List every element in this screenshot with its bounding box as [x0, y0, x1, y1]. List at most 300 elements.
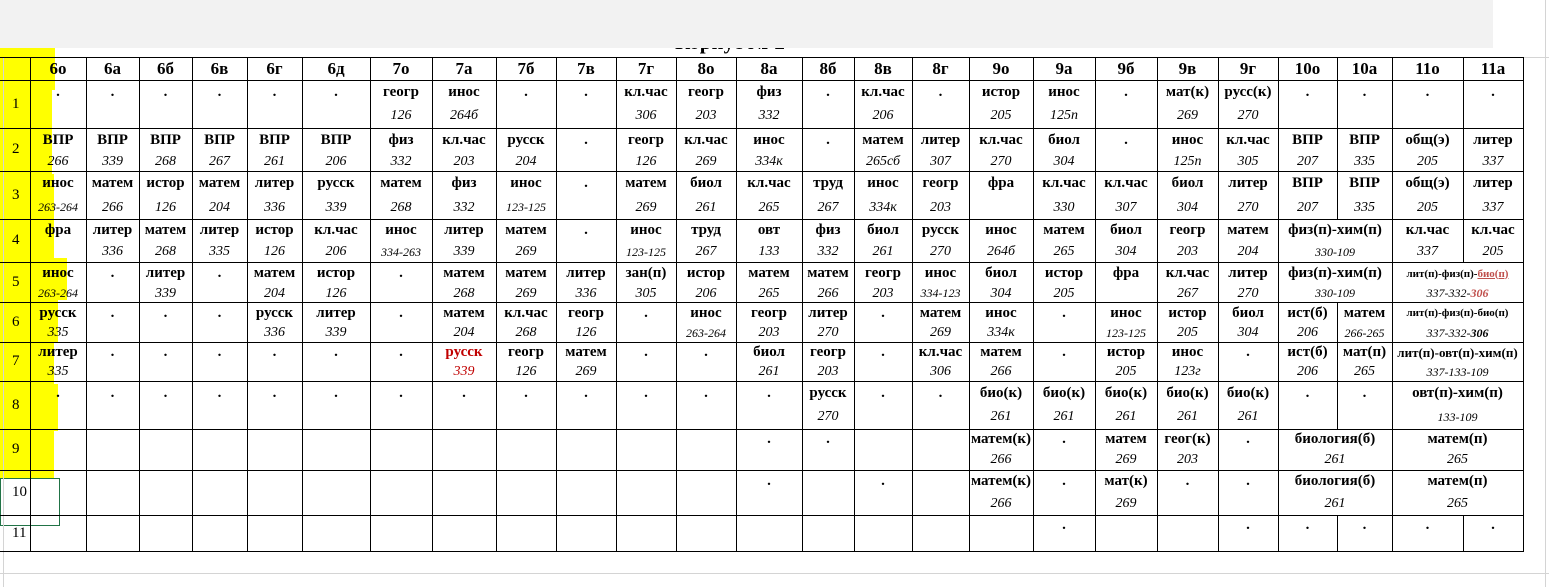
room-cell: 203	[758, 325, 780, 340]
room-cell	[302, 450, 370, 470]
room-cell: 265	[1354, 364, 1375, 379]
room-cell: 204	[1237, 244, 1259, 259]
subject-cell: .	[881, 304, 885, 321]
border	[556, 57, 557, 551]
subject-cell: истор	[316, 265, 356, 281]
subject-cell: .	[881, 473, 885, 489]
subject-cell: .	[217, 304, 222, 321]
lesson-number: 5	[12, 273, 20, 290]
room-cell: 206	[1297, 325, 1318, 340]
subject-cell: ВПР	[42, 131, 74, 148]
subject-cell: .	[584, 131, 588, 148]
room-cell: 205	[1053, 285, 1075, 301]
room-cell: 268	[453, 285, 475, 301]
subject-cell: .	[1246, 344, 1250, 360]
subject-cell: литер	[199, 222, 240, 238]
subject-cell: .	[399, 384, 403, 401]
room-cell: 205	[1115, 364, 1137, 379]
subject-cell	[496, 429, 556, 450]
border	[616, 57, 617, 551]
room-cell	[736, 493, 802, 515]
subject-cell: матем	[625, 175, 667, 191]
subject-cell	[496, 515, 556, 535]
subject-cell: инос	[690, 304, 722, 321]
room-cell: 306	[635, 108, 657, 123]
room-cell	[1095, 285, 1157, 302]
room-cell: 270	[1237, 108, 1259, 123]
subject-cell: .	[399, 344, 403, 360]
subject-cell: .	[1185, 473, 1190, 489]
subject-cell: инос	[42, 175, 74, 191]
room-cell: 339	[325, 325, 347, 340]
subject-cell: кл.час	[684, 131, 728, 148]
room-cell	[139, 405, 192, 429]
room-cell	[432, 535, 496, 551]
subject-cell: .	[1062, 344, 1066, 360]
subject-cell: литер	[38, 344, 78, 360]
room-cell	[302, 363, 370, 381]
room-cell: 269	[575, 364, 597, 379]
subject-cell: геогр	[568, 304, 604, 321]
subject-cell: .	[217, 344, 222, 360]
room-cell	[370, 450, 432, 470]
room-cell: 133	[758, 244, 780, 259]
subject-cell: литер	[920, 131, 961, 148]
subject-cell: биол	[1048, 131, 1080, 148]
lesson-number: 10	[12, 484, 27, 500]
subject-cell	[192, 429, 247, 450]
room-cell: 336	[575, 285, 597, 301]
room-cell	[496, 450, 556, 470]
subject-cell	[854, 429, 912, 450]
subject-cell	[912, 470, 969, 493]
subject-cell	[556, 470, 616, 493]
subject-cell: матем	[253, 265, 296, 281]
room-cell: 337-332- 306	[1426, 286, 1489, 300]
subject-cell: русск	[255, 304, 294, 321]
subject-cell: .	[110, 265, 115, 281]
room-cell: 339	[155, 285, 176, 301]
subject-cell: .	[767, 431, 771, 447]
room-cell: 264б	[986, 244, 1016, 259]
subject-cell: матем	[1043, 222, 1085, 238]
room-cell: 269	[1115, 496, 1137, 511]
subject-cell	[676, 429, 736, 450]
room-cell: 263-264	[686, 325, 726, 340]
subject-cell: русск	[445, 344, 483, 360]
room-cell: 267	[209, 153, 230, 169]
subject-cell: .	[1062, 431, 1066, 447]
room-cell	[370, 405, 432, 429]
subject-cell: труд	[691, 222, 721, 238]
subject-cell: инос	[1048, 83, 1080, 100]
subject-cell: инос	[867, 175, 899, 191]
room-cell: 334к	[987, 325, 1015, 340]
room-cell: 205	[1177, 325, 1198, 340]
room-cell: 269	[515, 285, 537, 301]
class-header: 8б	[819, 58, 837, 78]
border	[0, 219, 1523, 220]
room-cell	[86, 450, 139, 470]
room-cell	[192, 450, 247, 470]
room-cell	[802, 450, 854, 470]
room-cell	[802, 104, 854, 128]
subject-cell: кл.час	[1471, 222, 1515, 238]
subject-cell: фра	[1112, 265, 1140, 281]
subject-cell: литер	[316, 304, 356, 321]
subject-cell: русск	[809, 384, 847, 401]
subject-cell: .	[217, 83, 222, 100]
subject-cell: .	[272, 83, 277, 100]
room-cell: 265	[1447, 452, 1468, 467]
subject-cell: матем	[748, 265, 790, 281]
subject-cell: био(к)	[1042, 384, 1086, 401]
room-cell: 335	[209, 244, 230, 259]
room-cell	[496, 493, 556, 515]
border	[1095, 57, 1096, 551]
room-cell	[1392, 104, 1463, 128]
subject-cell: физ	[756, 83, 782, 100]
subject-part: био(п)	[1477, 307, 1509, 319]
room-cell: 203	[930, 199, 951, 215]
class-header: 6а	[104, 58, 121, 78]
border	[969, 57, 970, 551]
border	[1392, 57, 1393, 551]
border	[802, 57, 803, 551]
subject-cell: .	[1491, 83, 1495, 100]
subject-cell: матем	[443, 265, 485, 281]
room-cell	[616, 493, 676, 515]
room-cell	[370, 363, 432, 381]
subject-part: био(п)	[1477, 267, 1509, 280]
room-cell: 306	[930, 364, 951, 379]
room-cell: 205	[1417, 199, 1438, 215]
subject-cell: ВПР	[1292, 131, 1323, 148]
subject-cell: .	[1124, 83, 1128, 100]
room-cell: 203	[453, 153, 475, 169]
room-cell	[1033, 363, 1095, 381]
subject-cell	[802, 515, 854, 535]
room-cell: 335	[47, 325, 69, 340]
subject-cell: .	[1062, 473, 1066, 489]
class-header: 6г	[266, 58, 283, 78]
room-cell	[192, 285, 247, 302]
room-cell: 126	[264, 244, 285, 259]
subject-cell	[139, 515, 192, 535]
class-header: 8г	[932, 58, 949, 78]
border	[0, 470, 1523, 471]
border	[1463, 57, 1464, 262]
subject-cell: кл.час	[861, 83, 905, 100]
subject-cell: матем	[565, 344, 607, 360]
subject-cell: кл.час	[918, 344, 963, 360]
subject-cell: био(к)	[1104, 384, 1148, 401]
room-cell: 334-263	[381, 244, 421, 259]
room-cell	[1278, 535, 1337, 551]
room-cell	[616, 450, 676, 470]
gridline	[1545, 0, 1546, 587]
room-cell	[676, 450, 736, 470]
room-cell: 269	[635, 199, 657, 215]
room-cell: 265сб	[865, 153, 901, 169]
room-cell	[556, 152, 616, 171]
room-cell: 337	[1482, 199, 1504, 215]
subject-cell	[432, 515, 496, 535]
subject-cell: .	[1246, 431, 1250, 447]
room-cell: 336	[264, 325, 285, 340]
room-cell	[86, 324, 139, 342]
room-cell	[1218, 450, 1278, 470]
room-cell: 126	[155, 199, 176, 215]
room-cell: 266	[990, 364, 1012, 379]
border	[0, 342, 1523, 343]
class-header: 9а	[1055, 58, 1073, 78]
room-cell	[247, 363, 302, 381]
room-cell: 207	[1297, 199, 1318, 215]
subject-cell	[496, 470, 556, 493]
subject-cell: физ	[388, 131, 414, 148]
room-cell: 206	[325, 153, 347, 169]
border	[139, 57, 140, 551]
room-cell	[139, 324, 192, 342]
room-cell	[192, 493, 247, 515]
class-header: 7г	[637, 58, 655, 78]
room-cell: 261	[264, 153, 285, 169]
subject-cell	[30, 470, 86, 493]
gridline	[0, 573, 1549, 574]
subject-cell: биология(б)	[1294, 431, 1376, 447]
subject-cell: .	[1305, 83, 1310, 100]
subject-cell: ВПР	[259, 131, 290, 148]
room-cell: 207	[1297, 153, 1318, 169]
subject-cell: инос	[985, 304, 1017, 321]
room-cell: 305	[635, 285, 657, 301]
subject-cell: .	[334, 384, 338, 401]
room-cell: 304	[1115, 244, 1137, 259]
border	[1337, 515, 1338, 551]
room-cell: 123-125	[1106, 325, 1146, 340]
subject-cell: кл.час	[1165, 265, 1210, 281]
room-cell	[30, 242, 86, 262]
room-cell	[616, 405, 676, 429]
room-cell: 123г	[1174, 364, 1201, 379]
room-cell	[736, 405, 802, 429]
subject-cell: .	[272, 384, 277, 401]
subject-cell: матем	[862, 131, 904, 148]
room-cell: 133-109	[1437, 409, 1478, 424]
subject-cell	[247, 515, 302, 535]
subject-cell: геог(к)	[1164, 431, 1211, 447]
subject-cell: матем(п)	[1427, 473, 1488, 489]
room-cell	[86, 535, 139, 551]
subject-cell: общ(э)	[1405, 175, 1450, 191]
room-cell: 267	[817, 199, 839, 215]
subject-cell: биол	[690, 175, 722, 191]
room-cell: 123-125	[506, 200, 546, 214]
subject-cell	[30, 429, 86, 450]
subject-cell: инос	[1171, 344, 1204, 360]
subject-cell: геогр	[865, 265, 901, 281]
subject-cell	[556, 515, 616, 535]
room-cell: 335	[1354, 153, 1375, 169]
room-cell: 307	[1115, 199, 1137, 215]
subject-cell: кл.час	[314, 222, 358, 238]
subject-cell: русск	[39, 304, 77, 321]
room-cell: 261	[1324, 452, 1346, 467]
subject-cell: геогр	[688, 83, 724, 100]
subject-cell: инос	[1110, 304, 1142, 321]
subject-cell: био(к)	[979, 384, 1023, 401]
subject-cell: .	[1062, 516, 1066, 533]
subject-cell: литер	[1228, 175, 1268, 191]
room-cell	[854, 450, 912, 470]
subject-cell: .	[1305, 384, 1310, 401]
subject-cell: .	[1491, 516, 1495, 533]
room-cell	[676, 493, 736, 515]
subject-cell: геогр	[383, 83, 419, 100]
subject-cell: .	[644, 304, 648, 321]
room-cell: 203	[872, 285, 894, 301]
subject-cell: ВПР	[1349, 175, 1380, 191]
room-cell: 266	[102, 199, 123, 215]
lesson-number: 8	[12, 396, 20, 413]
room-cell: 205	[1482, 244, 1504, 259]
room-cell	[302, 535, 370, 551]
room-cell: 204	[264, 285, 285, 301]
room-cell	[192, 104, 247, 128]
subject-cell: геогр	[810, 344, 846, 360]
room-cell	[912, 450, 969, 470]
room-cell	[30, 405, 86, 429]
subject-cell: инос	[985, 222, 1017, 238]
subject-cell: матем	[380, 175, 422, 191]
room-cell	[854, 493, 912, 515]
room-cell: 304	[1177, 199, 1198, 215]
room-cell	[370, 535, 432, 551]
room-cell: 330-109	[1315, 286, 1355, 300]
room-cell: 304	[1237, 325, 1259, 340]
subject-cell: русс(к)	[1224, 83, 1272, 100]
subject-cell: ВПР	[1292, 175, 1323, 191]
subject-cell: .	[584, 384, 588, 401]
border	[1463, 515, 1464, 551]
room-cell	[370, 324, 432, 342]
subject-cell: физ(п)-хим(п)	[1288, 222, 1382, 238]
subject-cell: .	[938, 83, 943, 100]
subject-cell	[192, 470, 247, 493]
border	[0, 57, 30, 58]
subject-cell	[736, 515, 802, 535]
subject-cell: инос	[385, 222, 417, 238]
room-cell	[1278, 405, 1337, 429]
room-cell: 266	[990, 496, 1012, 511]
border	[0, 429, 1523, 430]
room-cell: 261	[990, 409, 1012, 424]
subject-cell: фра	[987, 175, 1015, 191]
subject-cell: истор	[686, 265, 726, 281]
room-cell: 269	[695, 153, 717, 169]
room-cell	[247, 104, 302, 128]
room-cell: 332	[817, 244, 839, 259]
subject-cell	[370, 429, 432, 450]
subject-cell: лит(п)-физ(п)- био(п)	[1406, 307, 1509, 319]
room-cell	[912, 535, 969, 551]
subject-cell: литер	[808, 304, 848, 321]
room-cell	[912, 104, 969, 128]
room-cell: 339	[102, 153, 123, 169]
subject-cell: геогр	[922, 175, 959, 191]
subject-cell: матем	[91, 175, 134, 191]
room-cell	[247, 493, 302, 515]
room-cell: 203	[1177, 244, 1198, 259]
subject-cell: .	[704, 344, 708, 360]
subject-cell: биол	[985, 265, 1017, 281]
room-cell	[676, 363, 736, 381]
room-cell: 203	[1177, 452, 1198, 467]
subject-cell: .	[1362, 83, 1367, 100]
room-cell: 123-125	[626, 244, 666, 259]
room-cell: 126	[635, 153, 657, 169]
border	[30, 57, 1523, 58]
border	[1157, 57, 1158, 551]
subject-cell	[616, 470, 676, 493]
subject-cell: .	[217, 384, 222, 401]
subject-cell: мат(к)	[1104, 473, 1148, 489]
room-cell	[302, 405, 370, 429]
subject-cell: инос	[1171, 131, 1204, 148]
room-cell	[139, 104, 192, 128]
subject-cell: физ(п)-хим(п)	[1288, 265, 1382, 281]
room-cell: 335	[47, 364, 69, 379]
subject-cell	[86, 515, 139, 535]
room-cell: 270	[990, 153, 1012, 169]
subject-cell	[1463, 262, 1523, 285]
room-cell	[247, 450, 302, 470]
lesson-number: 2	[12, 141, 20, 157]
class-header: 6о	[49, 58, 67, 78]
subject-cell: инос	[510, 175, 542, 191]
border	[1278, 57, 1279, 551]
subject-cell: .	[644, 384, 648, 401]
room-cell	[1157, 535, 1218, 551]
room-cell: 339	[453, 244, 475, 259]
subject-cell: .	[704, 384, 708, 401]
room-cell: 261	[1053, 409, 1075, 424]
room-cell: 334к	[869, 199, 897, 215]
subject-cell: .	[163, 83, 168, 100]
subject-cell: матем	[505, 222, 547, 238]
room-cell: 332	[390, 153, 412, 169]
class-header: 6б	[157, 58, 174, 78]
border	[1337, 57, 1338, 219]
room-cell: 126	[575, 325, 597, 340]
subject-cell: литер	[1228, 265, 1268, 281]
room-cell: 332	[453, 199, 475, 215]
room-cell: 266	[990, 452, 1012, 467]
room-cell: 261	[695, 199, 717, 215]
subject-cell: ист(б)	[1287, 304, 1328, 321]
subject-cell: мат(п)	[1342, 344, 1387, 360]
room-cell: 270	[817, 409, 839, 424]
subject-cell: инос	[630, 222, 662, 238]
subject-cell: .	[110, 304, 115, 321]
room-cell: 304	[990, 285, 1012, 301]
subject-cell: .	[163, 344, 168, 360]
room-cell: 337	[1482, 153, 1504, 169]
room-cell: 126	[515, 364, 537, 379]
room-cell	[1463, 535, 1523, 551]
room-cell	[302, 104, 370, 128]
